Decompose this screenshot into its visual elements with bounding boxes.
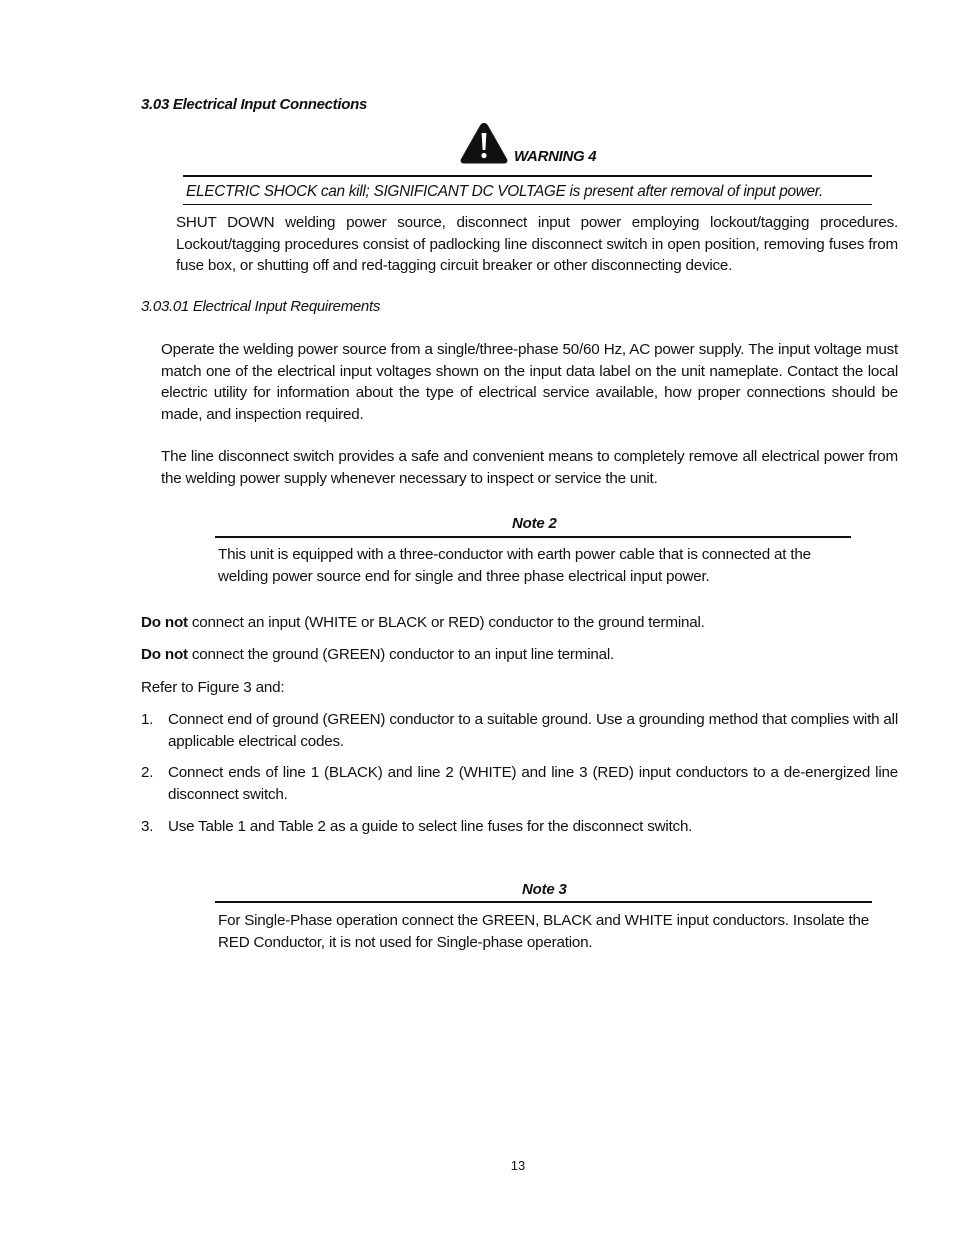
warning-top-rule: [183, 175, 872, 177]
list-item: [141, 816, 898, 838]
do-not-ground-to-line: [141, 644, 614, 666]
requirements-paragraph-2: The line disconnect switch provides a safe and convenient means to completely remove all electrical power from the welding power supply whenever necessary to inspect or service the unit.: [161, 448, 898, 487]
note-2-rule: [215, 536, 851, 538]
note-3-rule: [215, 901, 872, 903]
note-2-title: Note 2: [512, 515, 557, 532]
requirements-paragraph-1: Operate the welding power source from a single/three-phase 50/60 Hz, AC power supply. The input voltage must match one of the electrical input voltages shown on the input data label on the unit nameplate. Contact the local electric utility for information about the type of electrical service available, how proper connections should be made, and inspection required.: [161, 341, 898, 423]
list-item-number: 1.: [141, 711, 154, 728]
note-2-body: This unit is equipped with a three-conductor with earth power cable that is connected at the welding power source end for single and three phase electrical input power.: [218, 546, 811, 585]
list-item-text: Connect end of ground (GREEN) conductor to a suitable ground. Use a grounding method that complies with all applicable electrical codes.: [168, 711, 898, 750]
list-item-text: Use Table 1 and Table 2 as a guide to select line fuses for the disconnect switch.: [168, 818, 693, 835]
note-3-body: For Single-Phase operation connect the GREEN, BLACK and WHITE input conductors. Insolate the RED Conductor, it is not used for Single-phase operation.: [218, 912, 870, 951]
list-item-number: 2.: [141, 764, 154, 781]
refer-figure-text: Refer to Figure 3 and:: [141, 679, 285, 696]
list-item-number: 3.: [141, 818, 154, 835]
do-not-label: Do not: [141, 614, 188, 631]
warning-title: WARNING 4: [514, 148, 597, 165]
page-number: 13: [510, 1158, 526, 1173]
warning-headline: ELECTRIC SHOCK can kill; SIGNIFICANT DC VOLTAGE is present after removal of input power.: [186, 183, 824, 200]
list-item: [141, 709, 898, 753]
do-not-label: Do not: [141, 646, 188, 663]
do-not-text: connect the ground (GREEN) conductor to an input line terminal.: [187, 646, 615, 663]
subsection-heading: 3.03.01 Electrical Input Requirements: [141, 298, 381, 315]
list-item-text: Connect ends of line 1 (BLACK) and line 2 (WHITE) and line 3 (RED) input conductors to a de-energized line disconnect switch.: [168, 764, 898, 803]
warning-body: SHUT DOWN welding power source, disconnect input power employing lockout/tagging procedures. Lockout/tagging procedures consist of padlocking line disconnect switch in open position, removing fuses from fuse box, or shutting off and red-tagging circuit breaker or other disconnecting device.: [176, 214, 898, 274]
warning-triangle-icon: [459, 121, 509, 165]
section-heading: 3.03 Electrical Input Connections: [141, 96, 367, 113]
do-not-text: connect an input (WHITE or BLACK or RED) conductor to the ground terminal.: [187, 614, 705, 631]
warning-bottom-rule: [183, 204, 872, 205]
note-3-title: Note 3: [522, 881, 567, 898]
do-not-input-to-ground: [141, 612, 705, 634]
list-item: [141, 762, 898, 806]
